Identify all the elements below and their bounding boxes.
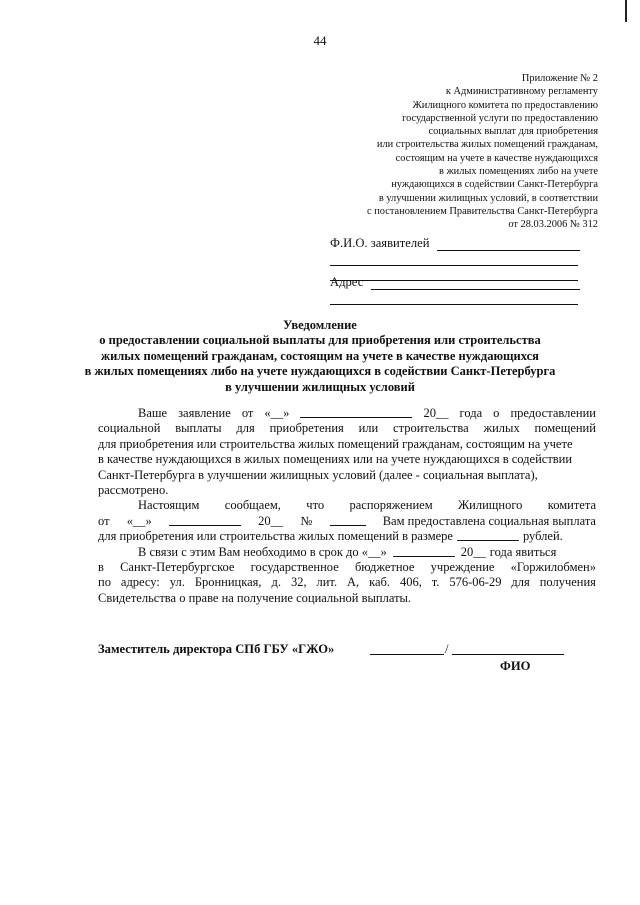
notice-title-line: в улучшении жилищных условий <box>225 379 415 394</box>
text-fragment: для <box>236 421 255 436</box>
appendix-line: с постановлением Правительства Санкт-Петербурга <box>367 205 598 217</box>
appendix-line: в улучшении жилищных условий, в соответствии <box>378 192 598 204</box>
number-sign: № <box>300 513 313 528</box>
p1-line-5: Санкт-Петербурга в улучшении жилищных условий (далее - социальная выплата), <box>98 467 538 482</box>
notice-title-line: жилых помещений гражданам, состоящим на учете в качестве нуждающихся <box>101 348 539 363</box>
address-fill-line-2[interactable] <box>330 292 578 305</box>
month-blank-line[interactable] <box>300 406 412 418</box>
amount-blank-line[interactable] <box>457 529 519 541</box>
address-fill-line[interactable] <box>371 277 580 290</box>
p2-line-3 <box>98 529 596 544</box>
text-fragment: лит. <box>316 575 338 590</box>
p1-line-6: рассмотрено. <box>98 482 169 497</box>
page-number: 44 <box>313 33 327 48</box>
text-fragment: распоряжением <box>349 498 433 513</box>
appendix-line: Приложение № 2 <box>521 73 598 84</box>
appendix-line: от 28.03.2006 № 312 <box>508 219 598 231</box>
appendix-line: социальных выплат для приобретения <box>428 126 598 138</box>
p3-line-1 <box>98 545 596 560</box>
text-fragment: Настоящим <box>138 498 200 513</box>
text-fragment: или <box>358 421 379 436</box>
p3-line-4: Свидетельства о праве на получение социальной выплаты. <box>98 590 412 605</box>
notice-title <box>60 318 580 395</box>
text-fragment: Вам предоставлена социальная выплата <box>382 513 596 528</box>
notice-title-line: о предоставлении социальной выплаты для приобретения или строительства <box>99 333 541 348</box>
appendix-line: или строительства жилых помещений гражданам, <box>376 139 598 151</box>
signature-slash: / <box>445 642 449 656</box>
text-fragment: получения <box>539 575 596 590</box>
text-fragment: Ваше <box>138 406 168 420</box>
p1-line-4: в качестве нуждающихся в жилых помещениях или на учете нуждающихся в содействии <box>98 452 573 467</box>
p3-line-2 <box>98 560 596 575</box>
fio-caption: ФИО <box>500 659 531 673</box>
order-number-blank-line[interactable] <box>330 514 366 526</box>
text-fragment: года явиться <box>489 544 557 559</box>
p1-line-1 <box>98 406 596 421</box>
text-fragment: сообщаем, <box>224 498 281 513</box>
text-fragment: строительства <box>393 421 469 436</box>
text-fragment: заявление <box>178 406 231 420</box>
text-fragment: А, <box>347 575 360 590</box>
text-fragment: адресу: <box>120 575 160 590</box>
year-blank: 20__ <box>423 406 449 420</box>
text-fragment: что <box>306 498 325 513</box>
text-fragment: 32, <box>290 575 307 590</box>
text-fragment: для приобретения или строительства жилых помещений в размере <box>98 529 453 544</box>
year-blank: 20__ <box>460 544 486 559</box>
text-fragment: Жилищного <box>457 498 523 513</box>
text-fragment: д. <box>271 575 281 590</box>
text-fragment: выплаты <box>175 421 222 436</box>
appendix-header <box>298 72 598 232</box>
text-fragment: от <box>241 406 254 420</box>
fio-label: Ф.И.О. заявителей <box>330 236 430 250</box>
p2-line-2 <box>98 514 596 529</box>
appendix-line: состоящим на учете в качестве нуждающихся <box>395 152 598 164</box>
text-fragment: каб. <box>369 575 391 590</box>
address-label: Адрес <box>330 275 364 289</box>
fio-fill-line-2[interactable] <box>330 253 578 266</box>
text-fragment: бюджетное <box>354 559 415 574</box>
text-fragment: для <box>511 575 530 590</box>
day-blank: «__» <box>126 513 152 528</box>
text-fragment: социальной <box>98 421 161 436</box>
text-fragment: помещений <box>534 421 596 436</box>
text-fragment: ул. <box>169 575 185 590</box>
appendix-line: Жилищного комитета по предоставлению <box>412 99 598 111</box>
notice-heading: Уведомление <box>283 318 357 332</box>
notice-title-line: в жилых помещениях либо на учете нуждающихся в содействии Санкт-Петербурга <box>84 364 556 379</box>
p2-line-1 <box>98 498 596 513</box>
notice-body <box>98 406 596 606</box>
text-fragment: по <box>98 575 111 590</box>
text-fragment: В связи с этим Вам необходимо в срок до «__» <box>138 544 387 559</box>
text-fragment: рублей. <box>522 529 563 544</box>
appendix-line: в жилых помещениях либо на учете <box>438 166 598 178</box>
text-fragment: жилых <box>483 421 520 436</box>
text-fragment: о <box>493 406 500 420</box>
text-fragment: государственное <box>250 559 339 574</box>
name-line[interactable] <box>452 654 564 655</box>
text-fragment: приобретения <box>269 421 344 436</box>
text-fragment: т. <box>431 575 440 590</box>
appendix-line: государственной услуги по предоставлению <box>402 112 598 124</box>
text-fragment: Санкт-Петербургское <box>120 559 235 574</box>
applicant-address-block <box>330 274 580 305</box>
month-blank-line[interactable] <box>169 514 241 526</box>
text-fragment: учреждение <box>430 559 495 574</box>
signatory-position: Заместитель директора СПб ГБУ «ГЖО» <box>98 642 335 656</box>
text-fragment: комитета <box>547 498 596 513</box>
day-blank: «__» <box>264 406 290 420</box>
text-fragment: Бронницкая, <box>194 575 262 590</box>
text-fragment: года <box>459 406 483 420</box>
page-edge-mark <box>625 0 627 22</box>
text-fragment: «Горжилобмен» <box>510 559 596 574</box>
fio-fill-line[interactable] <box>437 238 580 251</box>
text-fragment: 576-06-29 <box>449 575 502 590</box>
signature-line[interactable] <box>370 654 444 655</box>
text-fragment: от <box>98 513 110 528</box>
appendix-line: к Административному регламенту <box>445 86 598 98</box>
text-fragment: 406, <box>399 575 422 590</box>
p1-line-2 <box>98 421 596 436</box>
year-blank: 20__ <box>258 513 284 528</box>
month-blank-line[interactable] <box>393 545 455 557</box>
appendix-line: нуждающихся в содействии Санкт-Петербурга <box>391 179 598 191</box>
text-fragment: в <box>98 559 104 574</box>
p3-line-3 <box>98 575 596 590</box>
text-fragment: предоставлении <box>510 406 596 420</box>
p1-line-3: для приобретения или строительства жилых помещений гражданам, состоящим на учете <box>98 436 573 451</box>
